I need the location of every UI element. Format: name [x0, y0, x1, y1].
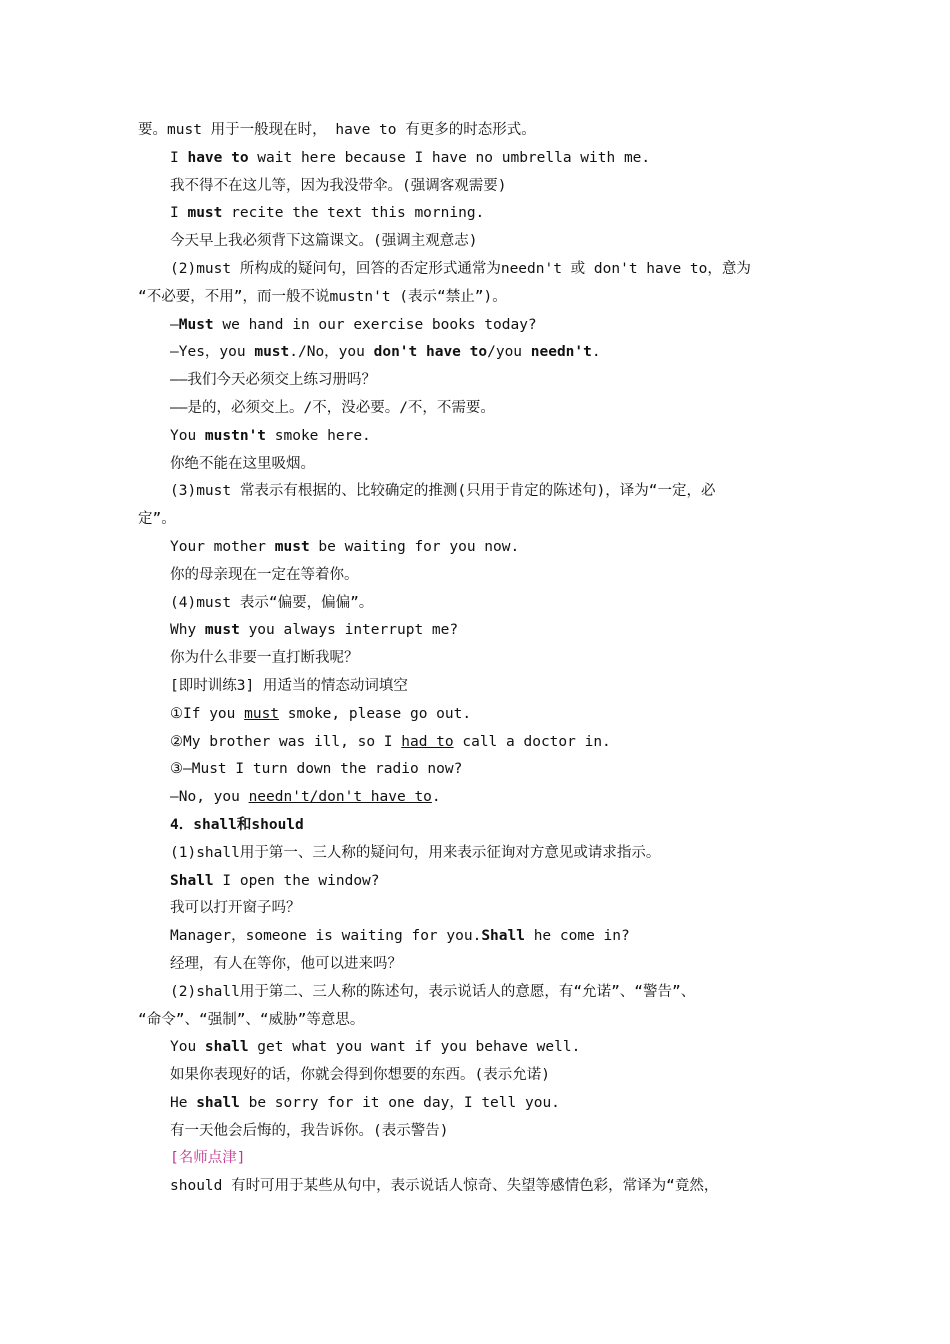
bold-keyword: must [187, 205, 223, 222]
text-run: 今天早上我必须背下这篇课文。(强调主观意志) [170, 233, 478, 250]
text-run: should 有时可用于某些从句中，表示说话人惊奇、失望等感情色彩，常译为“竟然， [170, 1178, 719, 1195]
text-run: ①If you [170, 705, 245, 722]
text-run: be sorry for it one day，I tell you. [239, 1094, 560, 1111]
text-run: — [170, 316, 179, 333]
text-line [138, 701, 818, 729]
text-run: 如果你表现好的话，你就会得到你想要的东西。(表示允诺) [170, 1067, 550, 1084]
text-run: ——是的，必须交上。/不，没必要。/不，不需要。 [170, 399, 495, 416]
text-line [138, 729, 818, 757]
text-run: he come in? [524, 928, 630, 945]
text-run: . [591, 344, 601, 361]
bold-keyword: don't have to [373, 344, 488, 361]
text-run: call a doctor in. [453, 733, 611, 750]
text-run: “不必要，不用”，而一般不说mustn't (表示“禁止”)。 [138, 288, 507, 305]
text-run: smoke here. [266, 427, 371, 444]
section-tag: [名师点津] [170, 1150, 246, 1167]
text-line [138, 951, 818, 979]
text-line [138, 228, 818, 256]
bold-keyword: shall [204, 1039, 249, 1056]
text-line [138, 923, 818, 951]
text-run: (2)must 所构成的疑问句，回答的否定形式通常为needn't 或 don't have to，意为 [170, 260, 751, 277]
text-line [138, 895, 818, 923]
text-line [138, 868, 818, 896]
answer-blank: needn't/don't have to [248, 789, 432, 806]
text-line [138, 617, 818, 645]
bold-keyword: must [254, 344, 290, 361]
answer-blank: had to [401, 733, 454, 750]
text-run: Manager，someone is waiting for you. [170, 928, 482, 945]
text-run: 你的母亲现在一定在等着你。 [170, 566, 359, 583]
text-run: 经理，有人在等你，他可以进来吗？ [170, 955, 402, 972]
text-line [138, 506, 818, 534]
text-run: 你为什么非要一直打断我呢？ [170, 650, 359, 667]
text-run: be waiting for you now. [309, 538, 520, 555]
text-line [138, 784, 818, 812]
bold-keyword: must [204, 622, 240, 639]
text-run: you always interrupt me? [239, 622, 459, 639]
text-line [138, 534, 818, 562]
text-line [138, 1007, 818, 1035]
bold-keyword: mustn't [204, 427, 267, 444]
text-line [138, 339, 818, 367]
text-run: I open the window? [213, 872, 380, 889]
text-run: (1)shall用于第一、三人称的疑问句，用来表示征询对方意见或请求指示。 [170, 844, 661, 861]
text-run: Your mother [170, 538, 275, 555]
text-run: ③—Must I turn down the radio now? [170, 761, 463, 778]
text-run: (2)shall用于第二、三人称的陈述句，表示说话人的意愿，有“允诺”、“警告”、 [170, 983, 696, 1000]
bold-keyword: Shall [170, 872, 214, 889]
text-line [138, 173, 818, 201]
text-run: get what you want if you behave well. [248, 1039, 581, 1056]
text-line [138, 367, 818, 395]
text-line [138, 117, 818, 145]
text-run: —Yes，you [170, 344, 255, 361]
text-line [138, 1062, 818, 1090]
text-run: I [170, 205, 188, 222]
text-line [138, 145, 818, 173]
text-run: we hand in our exercise books today? [213, 316, 537, 333]
bold-keyword: Must [178, 316, 214, 333]
text-line [138, 312, 818, 340]
text-run: “命令”、“强制”、“威胁”等意思。 [138, 1011, 365, 1028]
text-run: smoke, please go out. [279, 705, 472, 722]
text-run: [即时训练3] 用适当的情态动词填空 [170, 677, 408, 694]
text-line [138, 812, 818, 840]
bold-keyword: Shall [481, 928, 525, 945]
bold-keyword: shall [196, 1094, 240, 1111]
bold-keyword: 4．shall和should [170, 816, 304, 833]
text-run: 定”。 [138, 511, 176, 528]
text-run: 我可以打开窗子吗？ [170, 900, 301, 917]
text-run: ./No，you [289, 344, 374, 361]
text-line [138, 673, 818, 701]
answer-blank: must [244, 705, 280, 722]
text-line [138, 451, 818, 479]
text-run: wait here because I have no umbrella with me. [248, 149, 651, 166]
text-line [138, 1173, 818, 1201]
text-run: 我不得不在这儿等，因为我没带伞。(强调客观需要) [170, 177, 507, 194]
text-line [138, 423, 818, 451]
text-line [138, 1145, 818, 1173]
bold-keyword: have to [187, 149, 249, 166]
text-line [138, 1118, 818, 1146]
text-run: ——我们今天必须交上练习册吗？ [170, 372, 376, 389]
bold-keyword: needn't [530, 344, 592, 361]
text-line [138, 1034, 818, 1062]
text-line [138, 840, 818, 868]
text-run: You [170, 427, 205, 444]
text-run: ②My brother was ill, so I [170, 733, 402, 750]
document-body [138, 117, 818, 1201]
text-run: (4)must 表示“偏要，偏偏”。 [170, 594, 374, 611]
text-line [138, 395, 818, 423]
text-run: Why [170, 622, 205, 639]
text-line [138, 562, 818, 590]
text-line [138, 200, 818, 228]
text-line [138, 256, 818, 284]
text-run: /you [487, 344, 531, 361]
text-line [138, 979, 818, 1007]
text-run: I [170, 149, 188, 166]
text-line [138, 590, 818, 618]
text-line [138, 284, 818, 312]
text-line [138, 478, 818, 506]
text-run: (3)must 常表示有根据的、比较确定的推测(只用于肯定的陈述句)，译为“一定，必 [170, 483, 716, 500]
text-run: 要。must 用于一般现在时， have to 有更多的时态形式。 [138, 122, 536, 138]
text-run: 有一天他会后悔的，我告诉你。(表示警告) [170, 1122, 449, 1139]
text-run: 你绝不能在这里吸烟。 [170, 455, 315, 472]
text-run: He [170, 1094, 197, 1111]
bold-keyword: must [274, 538, 310, 555]
text-run: recite the text this morning. [222, 205, 485, 222]
text-line [138, 756, 818, 784]
text-run: . [431, 789, 441, 806]
text-line [138, 1090, 818, 1118]
text-run: You [170, 1039, 205, 1056]
text-line [138, 645, 818, 673]
text-run: —No, you [170, 789, 249, 806]
